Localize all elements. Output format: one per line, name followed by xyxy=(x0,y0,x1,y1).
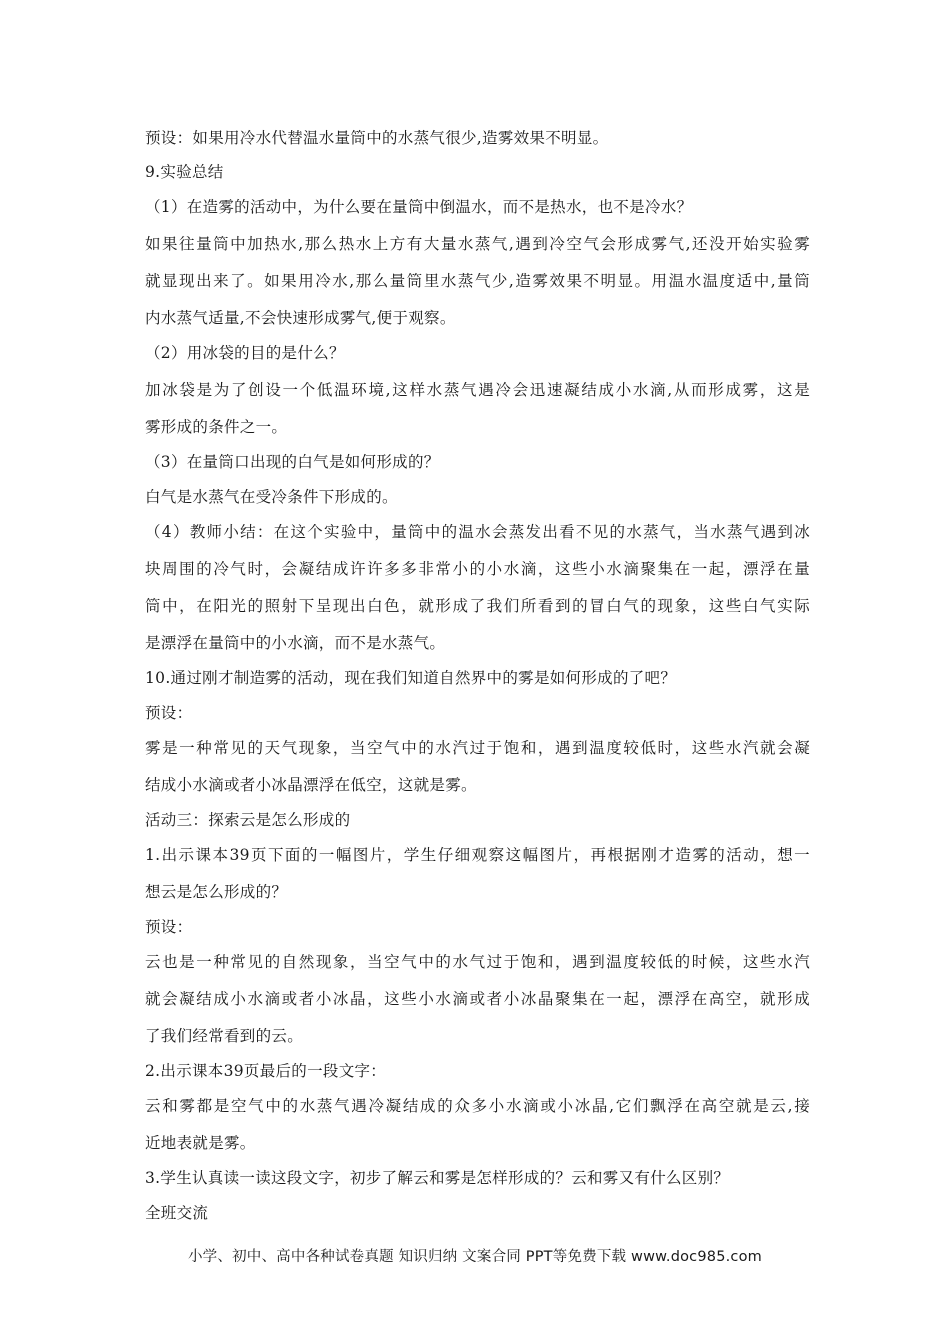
text-line: 雾是一种常见的天气现象，当空气中的水汽过于饱和，遇到温度较低时，这些水汽就会凝 xyxy=(145,739,810,757)
text-line: 雾形成的条件之一。 xyxy=(145,418,288,436)
text-line: 想云是怎么形成的？ xyxy=(145,883,288,901)
page-footer: 小学、初中、高中各种试卷真题 知识归纳 文案合同 PPT等免费下载 www.doc985.com xyxy=(187,1249,763,1265)
text-line: 2.出示课本39页最后的一段文字： xyxy=(145,1062,387,1080)
text-line: 筒中，在阳光的照射下呈现出白色，就形成了我们所看到的冒白气的现象，这些白气实际 xyxy=(145,597,810,615)
question-line: 10.通过刚才制造雾的活动，现在我们知道自然界中的雾是如何形成的了吧？ xyxy=(145,669,677,687)
text-line: 了我们经常看到的云。 xyxy=(145,1027,304,1045)
question-line: （3）在量筒口出现的白气是如何形成的？ xyxy=(145,453,440,471)
question-line: 3.学生认真读一读这段文字，初步了解云和雾是怎样形成的？云和雾又有什么区别？ xyxy=(145,1169,730,1187)
text-line: 是漂浮在量筒中的小水滴，而不是水蒸气。 xyxy=(145,634,446,652)
text-line: 预设： xyxy=(145,918,193,936)
text-line: 就会凝结成小水滴或者小冰晶，这些小水滴或者小冰晶聚集在一起，漂浮在高空，就形成 xyxy=(145,990,810,1008)
text-line: 就显现出来了。如果用冷水,那么量筒里水蒸气少,造雾效果不明显。用温水温度适中,量筒 xyxy=(145,272,810,290)
text-line: 近地表就是雾。 xyxy=(145,1134,256,1152)
text-line: 预设：如果用冷水代替温水量筒中的水蒸气很少,造雾效果不明显。 xyxy=(145,129,609,147)
text-line: 块周围的冷气时，会凝结成许许多多非常小的小水滴，这些小水滴聚集在一起，漂浮在量 xyxy=(145,560,810,578)
section-heading: 活动三：探索云是怎么形成的 xyxy=(145,811,351,829)
text-line: 白气是水蒸气在受冷条件下形成的。 xyxy=(145,488,398,506)
text-line: 如果往量筒中加热水,那么热水上方有大量水蒸气,遇到冷空气会形成雾气,还没开始实验雾 xyxy=(145,235,810,253)
section-heading: 9.实验总结 xyxy=(145,163,224,181)
text-line: 内水蒸气适量,不会快速形成雾气,便于观察。 xyxy=(145,309,456,327)
question-line: （2）用冰袋的目的是什么？ xyxy=(145,344,345,362)
text-line: 云也是一种常见的自然现象，当空气中的水气过于饱和，遇到温度较低的时候，这些水汽 xyxy=(145,953,810,971)
text-line: 1.出示课本39页下面的一幅图片，学生仔细观察这幅图片，再根据刚才造雾的活动，想一 xyxy=(145,846,810,864)
text-line: 结成小水滴或者小冰晶漂浮在低空，这就是雾。 xyxy=(145,776,477,794)
text-line: 云和雾都是空气中的水蒸气遇冷凝结成的众多小水滴或小冰晶,它们飘浮在高空就是云,接 xyxy=(145,1097,810,1115)
text-line: （4）教师小结：在这个实验中，量筒中的温水会蒸发出看不见的水蒸气，当水蒸气遇到冰 xyxy=(145,523,810,541)
question-line: （1）在造雾的活动中，为什么要在量筒中倒温水，而不是热水，也不是冷水？ xyxy=(145,198,693,216)
text-line: 预设： xyxy=(145,704,193,722)
text-line: 加冰袋是为了创设一个低温环境,这样水蒸气遇冷会迅速凝结成小水滴,从而形成雾，这是 xyxy=(145,381,810,399)
text-line: 全班交流 xyxy=(145,1204,209,1222)
